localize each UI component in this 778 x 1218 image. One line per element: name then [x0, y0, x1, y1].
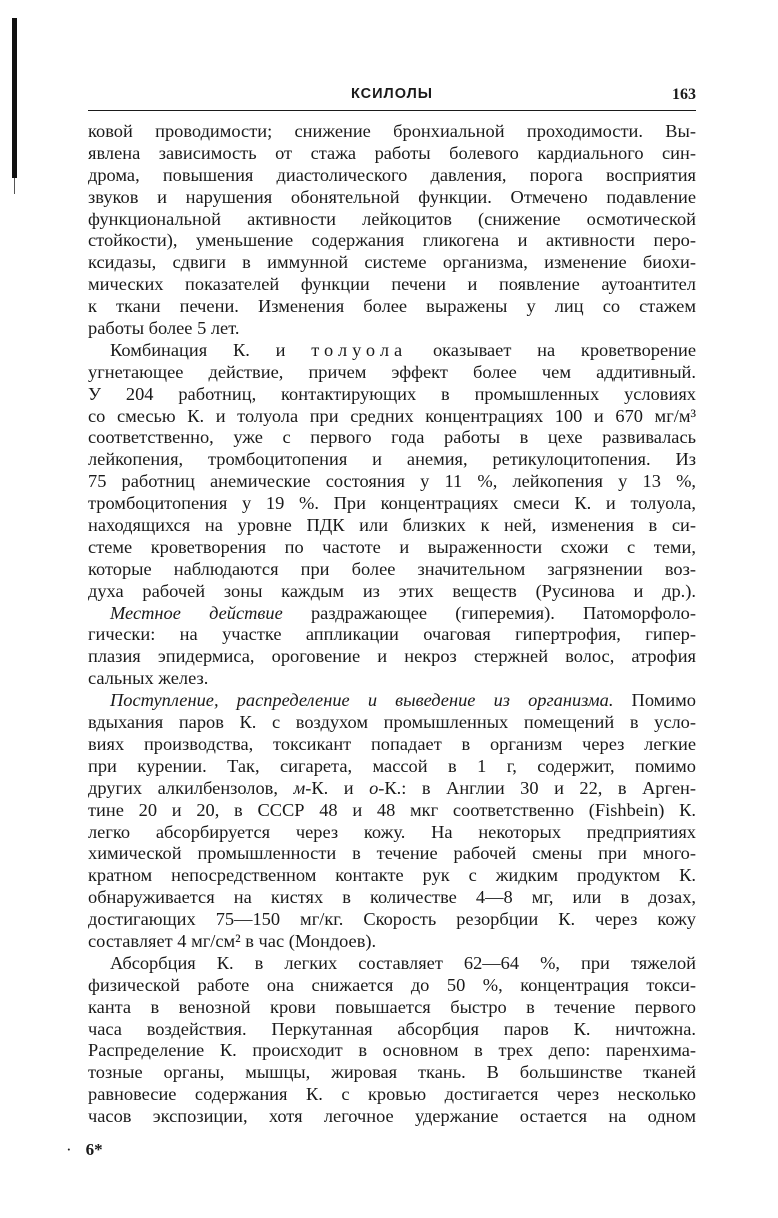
text-line: со смесью К. и толуола при средних концентрациях 100 и 670 мг/м³	[88, 405, 696, 426]
scan-edge-mark	[12, 18, 17, 178]
text-line: звуков и нарушения обонятельной функции. Отмечено подавление	[88, 186, 696, 207]
text-line: ковой проводимости; снижение бронхиальной проходимости. Вы-	[88, 121, 696, 141]
text-line: часов экспозиции, хотя легочное удержание остается на одном	[88, 1106, 696, 1127]
text-line: Распределение К. происходит в основном в трех депо: паренхима-	[88, 1040, 696, 1061]
paragraph-4	[88, 690, 696, 953]
text-line: находящихся на уровне ПДК или близких к ней, изменения в си-	[88, 515, 696, 536]
paragraph-5	[88, 953, 696, 1128]
page-number: 163	[672, 86, 696, 103]
text-line: канта в венозной крови повышается быстро в течение первого	[88, 996, 696, 1017]
text-line: Поступление, распределение и выведение из организма. Помимо	[110, 690, 696, 711]
text-line: равновесие содержания К. с кровью достигается через несколько	[88, 1084, 696, 1105]
text-line: кратном непосредственном контакте рук с жидким продуктом К.	[88, 865, 696, 886]
text-line: мических показателей функции печени и появление аутоантител	[88, 274, 696, 295]
text-line: тине 20 и 20, в СССР 48 и 48 мкг соответственно (Fishbein) К.	[88, 799, 696, 820]
text-line: при курении. Так, сигарета, массой в 1 г, содержит, помимо	[88, 755, 696, 776]
text-line: функциональной активности лейкоцитов (снижение осмотической	[88, 208, 696, 229]
text-line: составляет 4 мг/см² в час (Мондоев).	[88, 930, 377, 951]
signature-number: 6*	[85, 1140, 103, 1159]
text-line: достигающих 75—150 мг/кг. Скорость резорбции К. через кожу	[88, 909, 696, 930]
paragraph-3	[88, 603, 696, 691]
text-line: виях производства, токсикант попадает в организм через легкие	[88, 733, 696, 754]
text-line: химической промышленности в течение рабочей смены при много-	[88, 843, 696, 864]
text-line: ксидазы, сдвиги в иммунной системе организма, изменение биохи-	[88, 252, 696, 273]
text-line: вдыхания паров К. с воздухом промышленных помещений в усло-	[88, 712, 696, 733]
text-line: обнаруживается на кистях в количестве 4—8 мг, или в дозах,	[88, 887, 696, 908]
text-line: Абсорбция К. в легких составляет 62—64 %, при тяжелой	[110, 952, 696, 973]
text-line: лейкопения, тромбоцитопения и анемия, ретикулоцитопения. Из	[88, 449, 696, 470]
body-text	[88, 121, 696, 1128]
text-line: угнетающее действие, причем эффект более чем аддитивный.	[88, 361, 696, 382]
text-line: Комбинация К. и толуола оказывает на кроветворение	[110, 339, 696, 360]
text-line: тромбоцитопения у 19 %. При концентрациях смеси К. и толуола,	[88, 493, 696, 514]
text-line: духа рабочей зоны каждым из этих веществ (Русинова и др.).	[88, 580, 696, 601]
text-line: соответственно, уже с первого года работы в цехе развивалась	[88, 427, 696, 448]
text-line: 75 работниц анемические состояния у 11 %, лейкопения у 13 %,	[88, 471, 696, 492]
paragraph-1	[88, 121, 696, 340]
text-line: к ткани печени. Изменения более выражены у лиц со стажем	[88, 296, 696, 317]
running-head: КСИЛОЛЫ	[350, 86, 433, 102]
text-line: часа воздействия. Перкутанная абсорбция паров К. ничтожна.	[88, 1018, 696, 1039]
signature-mark	[66, 1140, 103, 1160]
text-line: физической работе она снижается до 50 %, концентрация токси-	[88, 974, 696, 995]
text-line: стеме кроветворения по частоте и выраженности схожи с теми,	[88, 536, 696, 557]
text-line: явлена зависимость от стажа работы болевого кардиального син-	[88, 142, 696, 163]
text-line: стойкости), уменьшение содержания гликогена и активности перо-	[88, 230, 696, 251]
text-line: гически: на участке аппликации очаговая гипертрофия, гипер-	[88, 624, 696, 645]
text-line: сальных желез.	[88, 668, 209, 689]
paragraph-2	[88, 340, 696, 603]
text-line: работы более 5 лет.	[88, 318, 240, 339]
text-line: других алкилбензолов, м-К. и о-К.: в Англии 30 и 22, в Арген-	[88, 777, 696, 798]
text-line: Местное действие раздражающее (гиперемия). Патоморфоло-	[110, 602, 696, 623]
text-line: которые наблюдаются при более значительном загрязнении воз-	[88, 558, 696, 579]
footer-dot: ·	[66, 1140, 72, 1159]
text-line: У 204 работниц, контактирующих в промышленных условиях	[88, 383, 696, 404]
page-header	[88, 84, 696, 111]
scan-speck-mark	[14, 178, 15, 194]
text-line: дрома, повышения диастолического давления, порога восприятия	[88, 164, 696, 185]
text-line: тозные органы, мышцы, жировая ткань. В большинстве тканей	[88, 1062, 696, 1083]
text-line: легко абсорбируется через кожу. На некоторых предприятиях	[88, 821, 696, 842]
text-line: плазия эпидермиса, ороговение и некроз стержней волос, атрофия	[88, 646, 696, 667]
